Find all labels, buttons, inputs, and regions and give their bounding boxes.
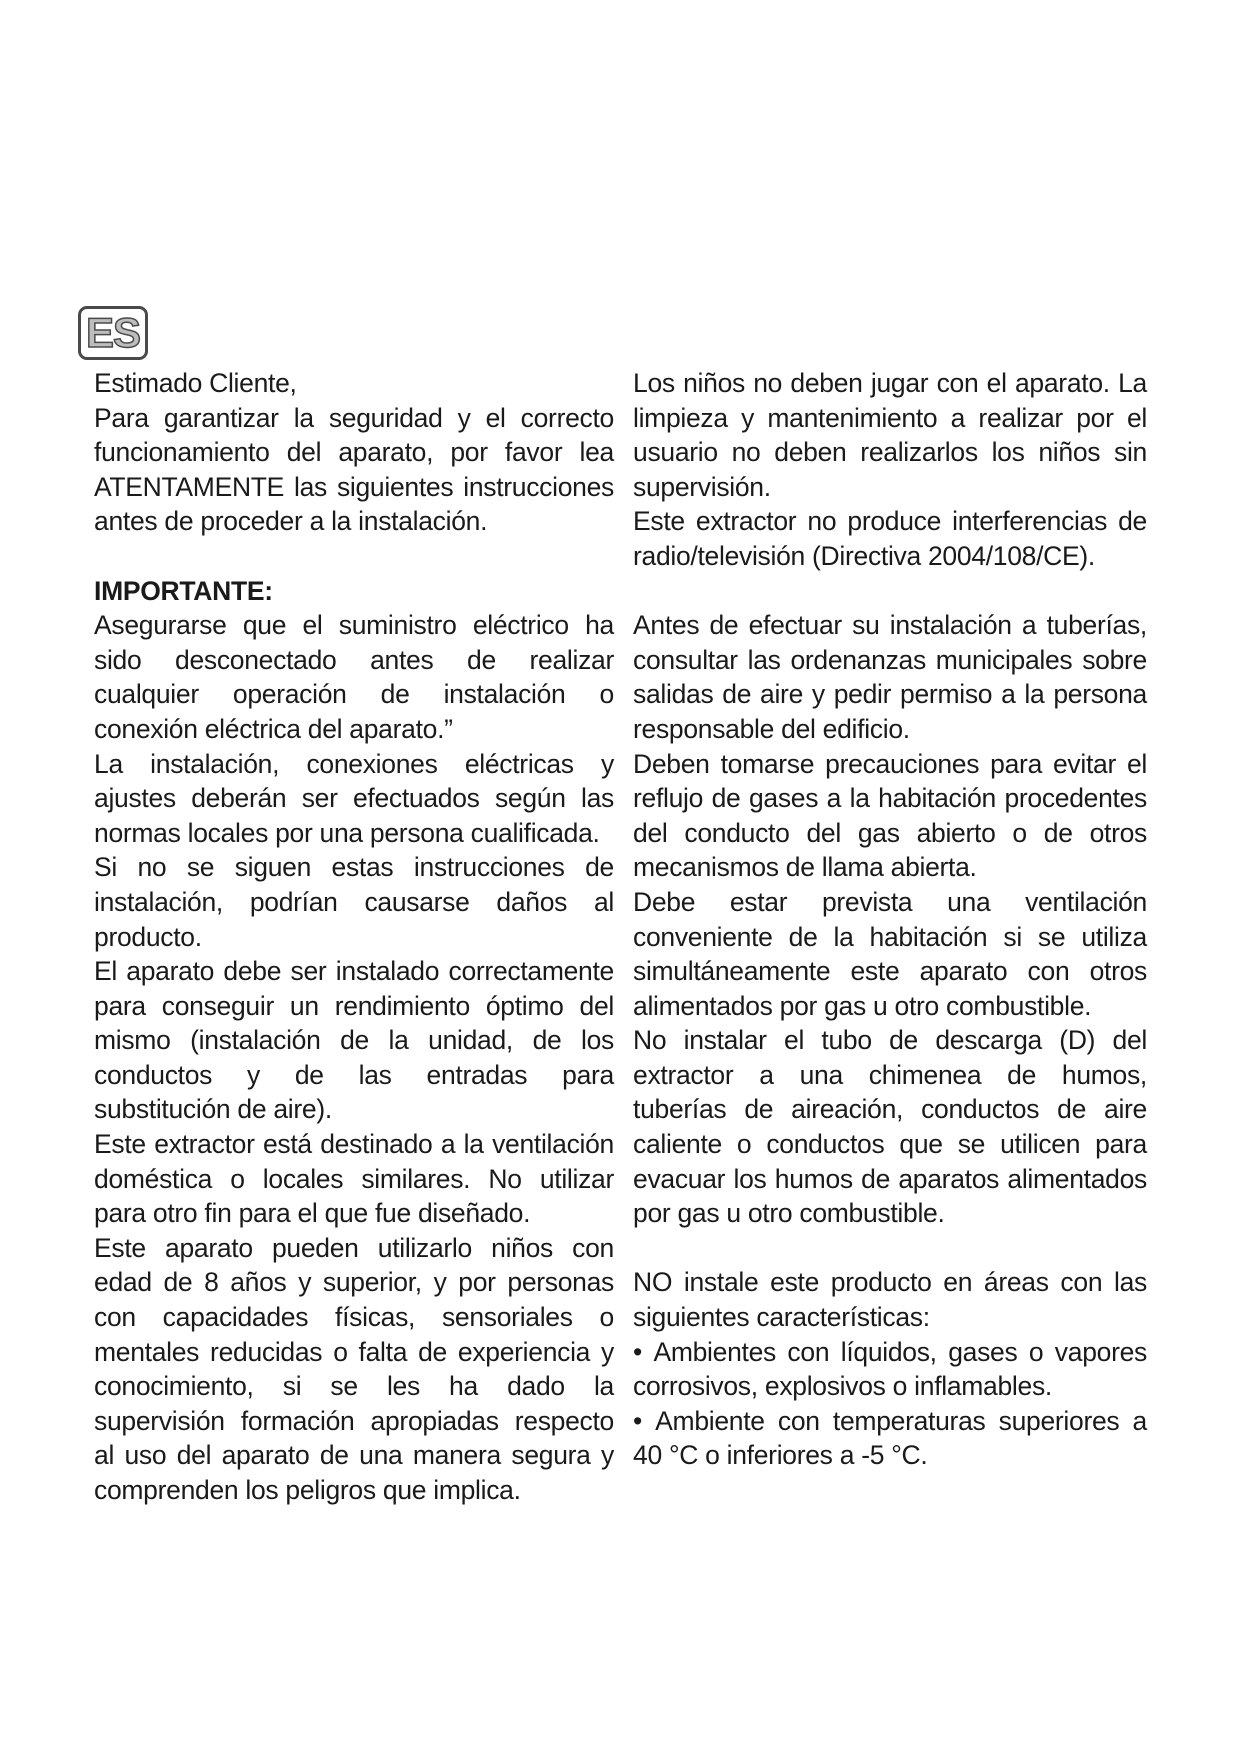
greeting: Estimado Cliente, bbox=[94, 368, 297, 398]
left-column bbox=[94, 366, 614, 1508]
bullet-item: • Ambientes con líquidos, gases o vapores corrosivos, explosivos o inflamables. bbox=[633, 1335, 1147, 1404]
paragraph: Este extractor no produce interferencias de radio/televisión (Directiva 2004/108/CE). bbox=[633, 506, 1147, 571]
paragraph: Debe estar prevista una ventilación conveniente de la habitación si se utiliza simultáneamente este aparato con otros alimentados por gas u otro combustible. bbox=[633, 886, 1147, 1021]
paragraph: Deben tomarse precauciones para evitar el reflujo de gases a la habitación procedentes del conducto del gas abierto o de otros mecanismos de llama abierta. bbox=[633, 748, 1147, 883]
language-badge bbox=[78, 306, 148, 360]
language-code: ES bbox=[85, 309, 141, 356]
paragraph: Los niños no deben jugar con el aparato. La limpieza y mantenimiento a realizar por el usuario no deben realizarlos los niños sin supervisión. bbox=[633, 368, 1147, 502]
paragraph: El aparato debe ser instalado correctamente para conseguir un rendimiento óptimo del mismo (instalación de la unidad, de los conductos y de las entradas para substitución de aire). bbox=[94, 956, 614, 1125]
restrictions-intro: NO instale este producto en áreas con las siguientes características: bbox=[633, 1267, 1147, 1333]
bullet-item: • Ambiente con temperaturas superiores a 40 °C o inferiores a -5 °C. bbox=[633, 1404, 1147, 1473]
paragraph: Si no se siguen estas instrucciones de instalación, podrían causarse daños al producto. bbox=[94, 852, 614, 952]
paragraph: Asegurarse que el suministro eléctrico ha sido desconectado antes de realizar cualquier operación de instalación o conexión eléctrica del aparato.” bbox=[94, 610, 614, 744]
right-column bbox=[633, 366, 1147, 1473]
intro-paragraph: Para garantizar la seguridad y el correcto funcionamiento del aparato, por favor lea ATENTAMENTE las siguientes instrucciones antes de proceder a la instalación. bbox=[94, 402, 614, 537]
paragraph: Este extractor está destinado a la ventilación doméstica o locales similares. No utilizar para otro fin para el que fue diseñado. bbox=[94, 1129, 614, 1229]
important-heading: IMPORTANTE: bbox=[94, 575, 273, 606]
paragraph: La instalación, conexiones eléctricas y ajustes deberán ser efectuados según las normas locales por una persona cualificada. bbox=[94, 748, 614, 848]
paragraph: No instalar el tubo de descarga (D) del extractor a una chimenea de humos, tuberías de aireación, conductos de aire caliente o conductos que se utilicen para evacuar los humos de aparatos alimentados por gas u otro combustible. bbox=[633, 1025, 1147, 1229]
paragraph: Antes de efectuar su instalación a tuberías, consultar las ordenanzas municipales sobre salidas de aire y pedir permiso a la persona responsable del edificio. bbox=[633, 610, 1147, 744]
paragraph: Este aparato pueden utilizarlo niños con edad de 8 años y superior, y por personas con capacidades físicas, sensoriales o mentales reducidas o falta de experiencia y conocimiento, si se les ha dado la supervisión formación apropiadas respecto al uso del aparato de una manera segura y comprenden los peligros que implica. bbox=[94, 1232, 614, 1505]
